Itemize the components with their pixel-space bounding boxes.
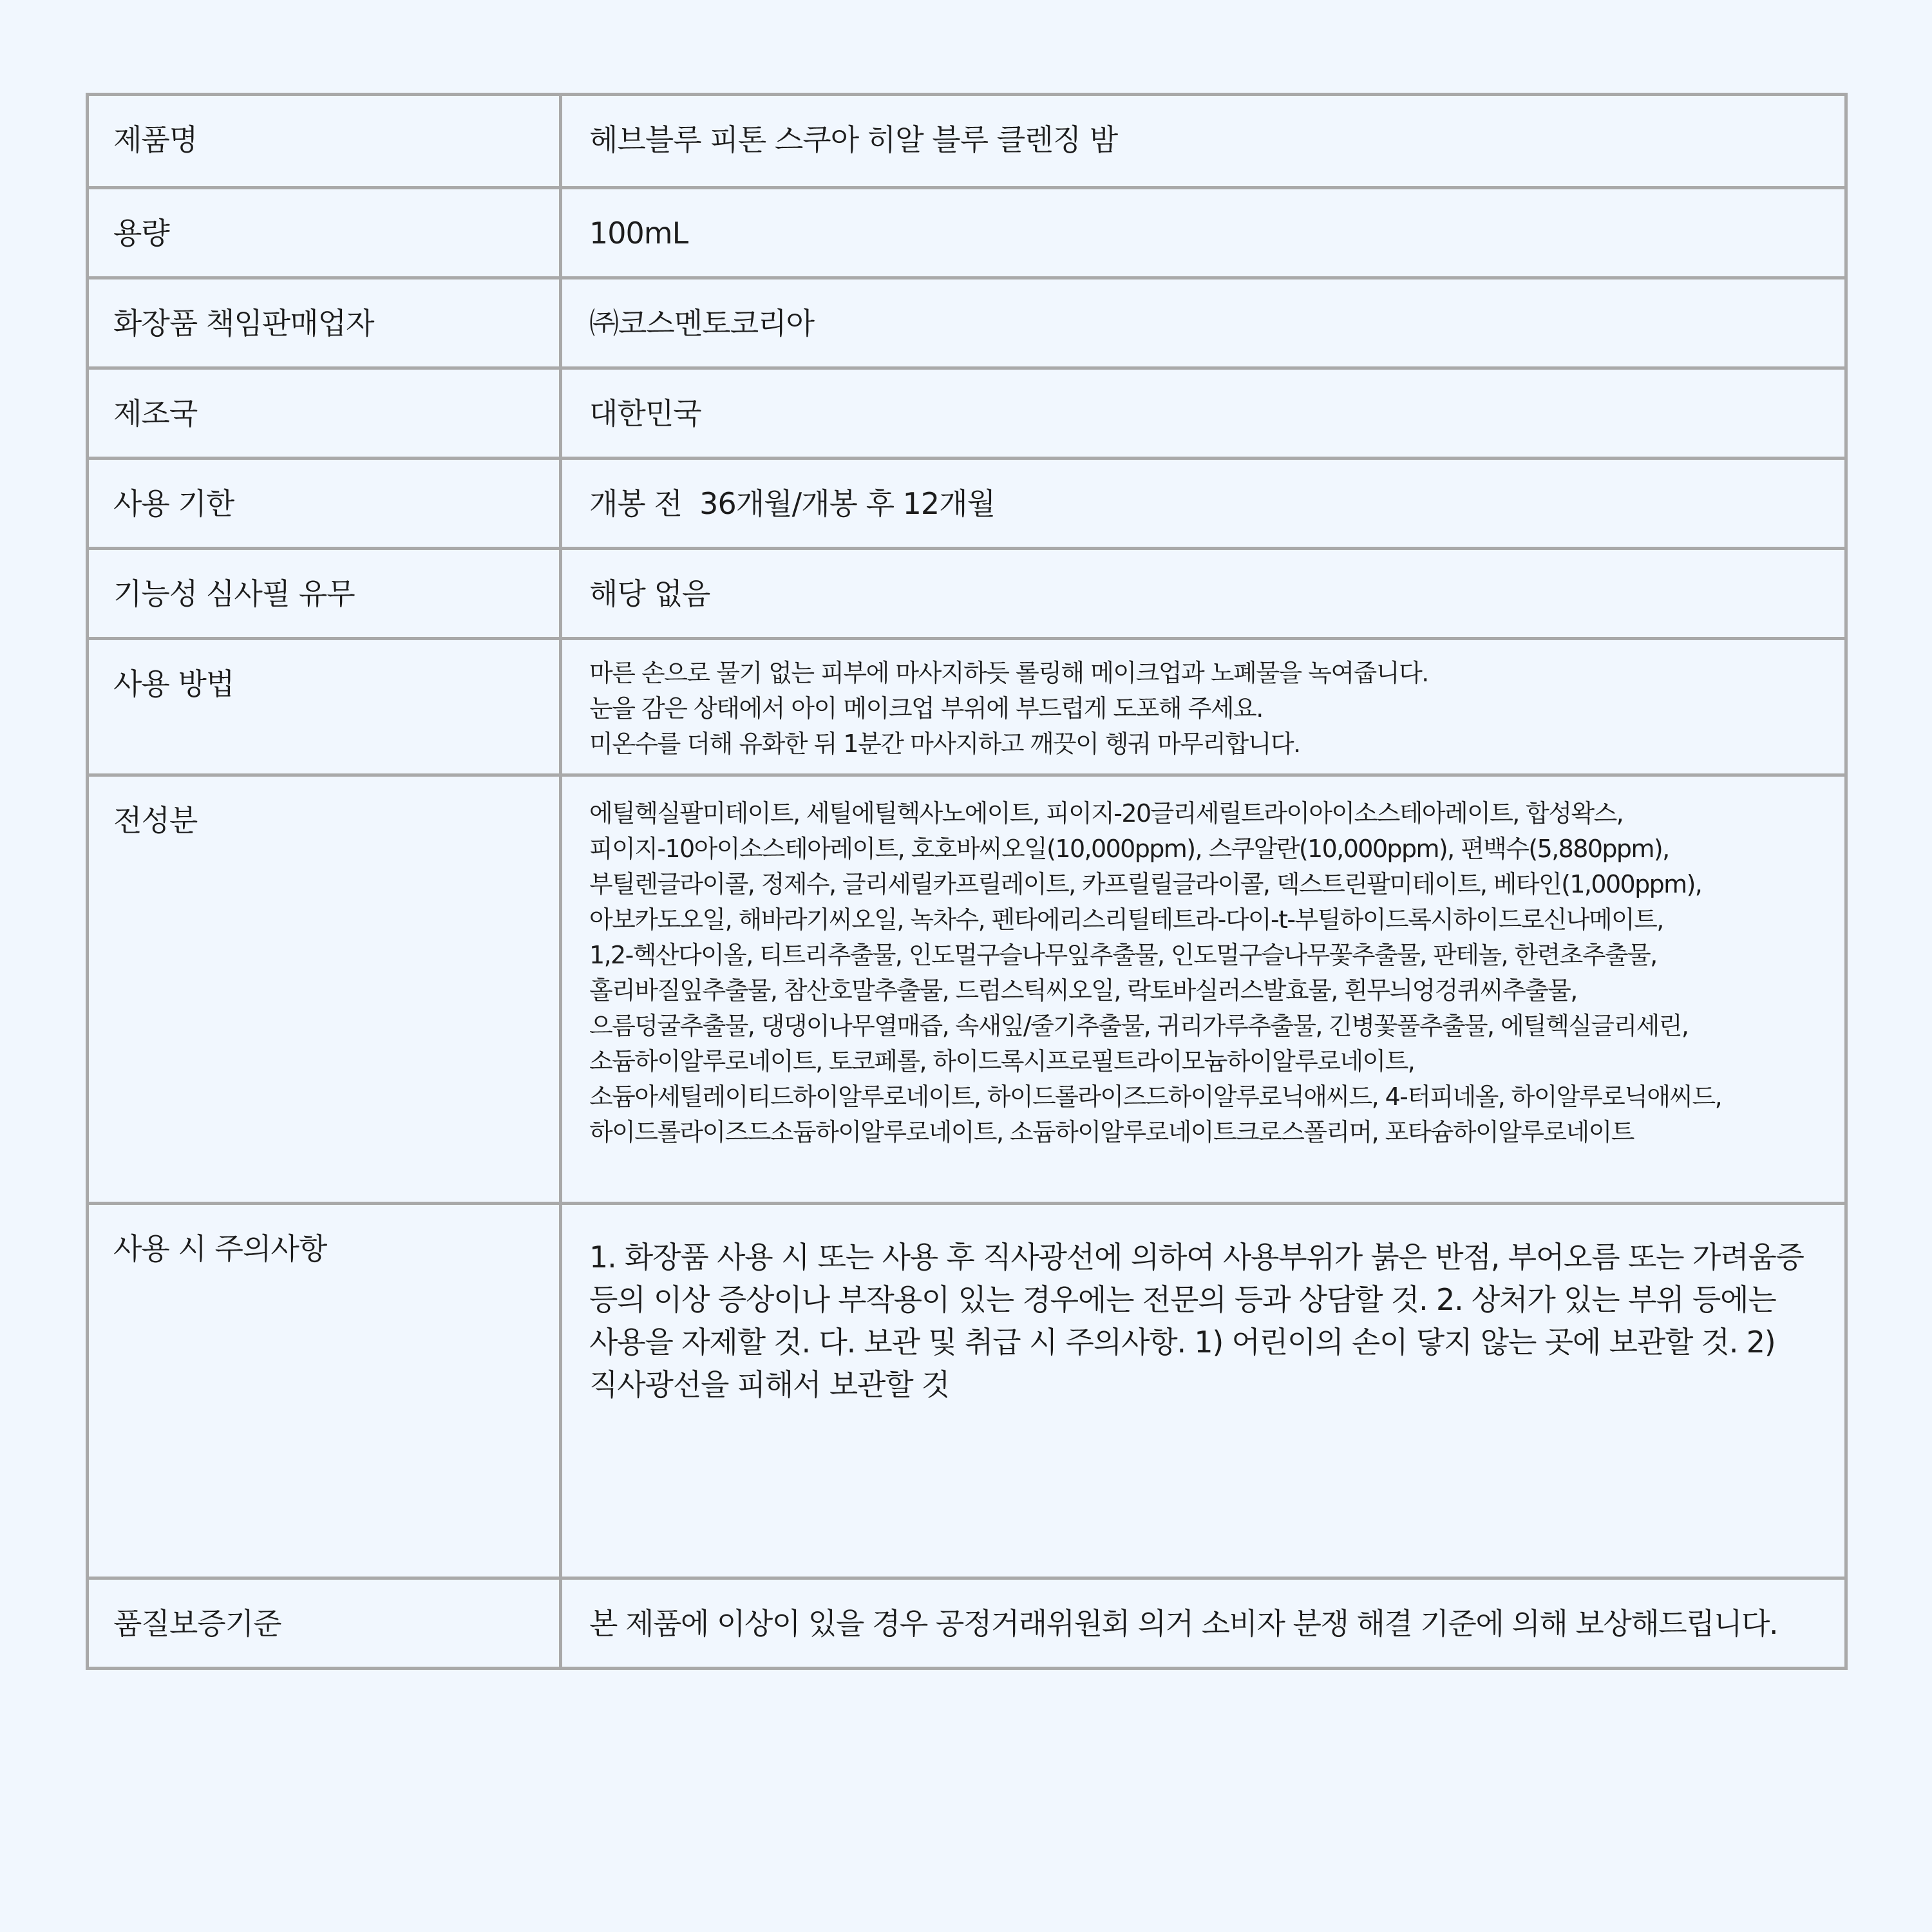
caution-line: 사용을 자제할 것. 다. 보관 및 취급 시 주의사항. 1) 어린이의 손이 닿지 않는 곳에 보관할 것. 2): [589, 1325, 1776, 1359]
label-country: 제조국: [89, 370, 562, 457]
ingredient-line: 소듐아세틸레이티드하이알루로네이트, 하이드롤라이즈드하이알루로닉애씨드, 4-터피네올, 하이알루로닉애씨드,: [589, 1083, 1722, 1111]
label-quality: 품질보증기준: [89, 1580, 562, 1667]
row-product-name: [89, 96, 1844, 186]
product-info-table: [86, 93, 1848, 1670]
usage-line: 눈을 감은 상태에서 아이 메이크업 부위에 부드럽게 도포해 주세요.: [589, 694, 1263, 723]
label-seller: 화장품 책임판매업자: [89, 279, 562, 366]
ingredient-line: 1,2-헥산다이올, 티트리추출물, 인도멀구슬나무잎추출물, 인도멀구슬나무꽃추출물, 판테놀, 한련초추출물,: [589, 941, 1657, 969]
usage-line: 마른 손으로 물기 없는 피부에 마사지하듯 롤링해 메이크업과 노폐물을 녹여줍니다.: [589, 659, 1428, 687]
row-functional: [89, 547, 1844, 637]
row-volume: [89, 186, 1844, 276]
ingredient-line: 소듐하이알루로네이트, 토코페롤, 하이드록시프로필트라이모늄하이알루로네이트,: [589, 1047, 1415, 1075]
value-usage: [562, 640, 1844, 773]
usage-line: 미온수를 더해 유화한 뒤 1분간 마사지하고 깨끗이 헹궈 마무리합니다.: [589, 730, 1300, 758]
ingredient-line: 부틸렌글라이콜, 정제수, 글리세릴카프릴레이트, 카프릴릴글라이콜, 덱스트린팔미테이트, 베타인(1,000ppm),: [589, 870, 1702, 898]
row-expiry: [89, 457, 1844, 547]
value-caution: [562, 1205, 1844, 1577]
caution-line: 1. 화장품 사용 시 또는 사용 후 직사광선에 의하여 사용부위가 붉은 반점, 부어오름 또는 가려움증: [589, 1240, 1804, 1274]
caution-line: 직사광선을 피해서 보관할 것: [589, 1367, 950, 1402]
value-country: 대한민국: [589, 396, 701, 431]
ingredient-line: 으름덩굴추출물, 댕댕이나무열매즙, 속새잎/줄기추출물, 귀리가루추출물, 긴병꽃풀추출물, 에틸헥실글리세린,: [589, 1012, 1689, 1040]
row-country: [89, 366, 1844, 457]
label-ingredients: 전성분: [89, 777, 562, 1202]
ingredient-line: 하이드롤라이즈드소듐하이알루로네이트, 소듐하이알루로네이트크로스폴리머, 포타슘하이알루로네이트: [589, 1118, 1634, 1146]
value-expiry: 개봉 전 36개월/개봉 후 12개월: [589, 486, 996, 521]
ingredient-line: 아보카도오일, 해바라기씨오일, 녹차수, 펜타에리스리틸테트라-다이-t-부틸하이드록시하이드로신나메이트,: [589, 905, 1663, 934]
label-volume: 용량: [89, 189, 562, 276]
label-expiry: 사용 기한: [89, 460, 562, 547]
row-usage: [89, 637, 1844, 773]
value-functional: 해당 없음: [589, 576, 710, 611]
row-seller: [89, 276, 1844, 366]
label-functional: 기능성 심사필 유무: [89, 550, 562, 637]
caution-line: 등의 이상 증상이나 부작용이 있는 경우에는 전문의 등과 상담할 것. 2. 상처가 있는 부위 등에는: [589, 1282, 1776, 1317]
label-usage: 사용 방법: [89, 640, 562, 773]
ingredient-line: 피이지-10아이소스테아레이트, 호호바씨오일(10,000ppm), 스쿠알란(10,000ppm), 편백수(5,880ppm),: [589, 835, 1669, 863]
value-ingredients: [562, 777, 1844, 1202]
value-volume: 100mL: [589, 216, 688, 251]
label-caution: 사용 시 주의사항: [89, 1205, 562, 1577]
ingredient-line: 에틸헥실팔미테이트, 세틸에틸헥사노에이트, 피이지-20글리세릴트라이아이소스테아레이트, 합성왁스,: [589, 799, 1624, 828]
row-ingredients: [89, 773, 1844, 1202]
row-caution: [89, 1202, 1844, 1577]
ingredient-line: 홀리바질잎추출물, 참산호말추출물, 드럼스틱씨오일, 락토바실러스발효물, 흰무늬엉겅퀴씨추출물,: [589, 976, 1577, 1005]
value-product-name: 헤브블루 피톤 스쿠아 히알 블루 클렌징 밤: [589, 122, 1118, 157]
value-seller: ㈜코스멘토코리아: [589, 306, 815, 341]
value-quality: 본 제품에 이상이 있을 경우 공정거래위원회 의거 소비자 분쟁 해결 기준에 의해 보상해드립니다.: [589, 1606, 1778, 1641]
row-quality: [89, 1577, 1844, 1667]
label-product-name: 제품명: [89, 96, 562, 186]
